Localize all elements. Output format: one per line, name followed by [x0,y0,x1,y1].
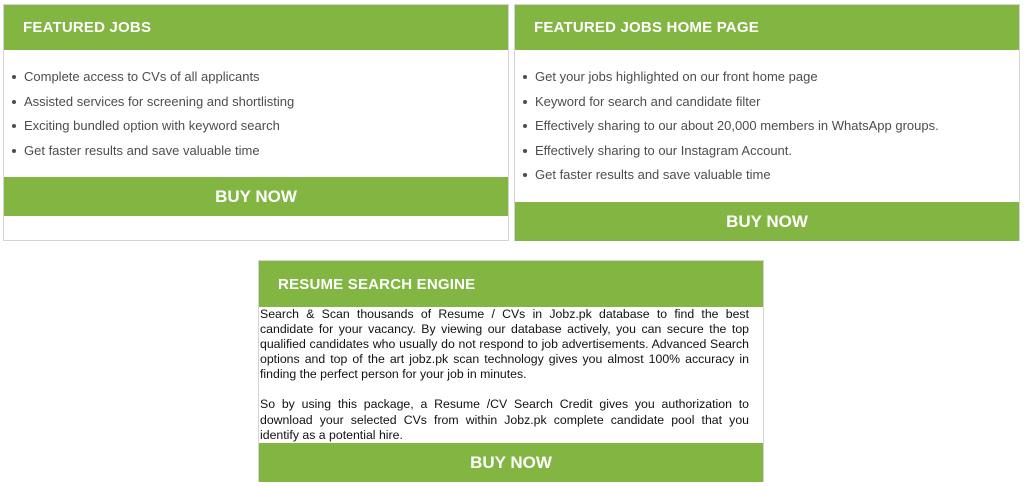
list-item [12,139,508,164]
buy-now-button[interactable]: BUY NOW [259,443,763,482]
list-item [12,114,508,139]
list-item-text: Effectively sharing to our about 20,000 members in WhatsApp groups. [535,118,939,133]
description-paragraph: So by using this package, a Resume /CV Search Credit gives you authorization to download your selected CVs from within Jobz.pk complete candidate pool that you identify as a potential hire. [260,397,749,442]
list-item-text: Keyword for search and candidate filter [535,93,761,109]
card-title: RESUME SEARCH ENGINE [259,261,763,307]
list-item [523,114,1019,139]
list-item [12,65,508,90]
list-item [523,65,1019,90]
card-description [259,307,763,443]
bullet-icon [12,75,16,79]
buy-now-button[interactable]: BUY NOW [4,177,508,216]
list-item [523,139,1019,164]
list-item [523,163,1019,188]
card-title: FEATURED JOBS [4,5,508,50]
bullet-icon [523,100,527,104]
list-item-text: Get your jobs highlighted on our front home page [535,69,818,84]
bullet-icon [12,124,16,128]
description-paragraph: Search & Scan thousands of Resume / CVs in Jobz.pk database to find the best candidate for your vacancy. By viewing our database actively, you can secure the top qualified candidates who usually do not respond to job advertisements. Advanced Search options and top of the art jobz.pk scan technology gives you almost 100% accuracy in finding the perfect person for your job in minutes. [260,307,749,382]
featured-jobs-home-page-card [514,4,1020,241]
list-item [523,90,1019,115]
list-item-text: Get faster results and save valuable time [535,167,771,182]
list-item-text: Complete access to CVs of all applicants [24,69,260,84]
featured-jobs-card [3,4,509,241]
feature-list [515,50,1019,188]
list-item-text: Get faster results and save valuable time [24,142,260,158]
bullet-icon [523,124,527,128]
feature-list [4,50,508,163]
bullet-icon [523,173,527,177]
resume-search-engine-card [258,260,764,482]
list-item-text: Exciting bundled option with keyword search [24,118,280,133]
bullet-icon [12,149,16,153]
card-title: FEATURED JOBS HOME PAGE [515,5,1019,50]
list-item-text: Effectively sharing to our Instagram Account. [535,142,793,158]
bullet-icon [523,75,527,79]
list-item [12,90,508,115]
buy-now-button[interactable]: BUY NOW [515,202,1019,241]
list-item-text: Assisted services for screening and shortlisting [24,93,295,109]
bullet-icon [12,100,16,104]
bullet-icon [523,149,527,153]
